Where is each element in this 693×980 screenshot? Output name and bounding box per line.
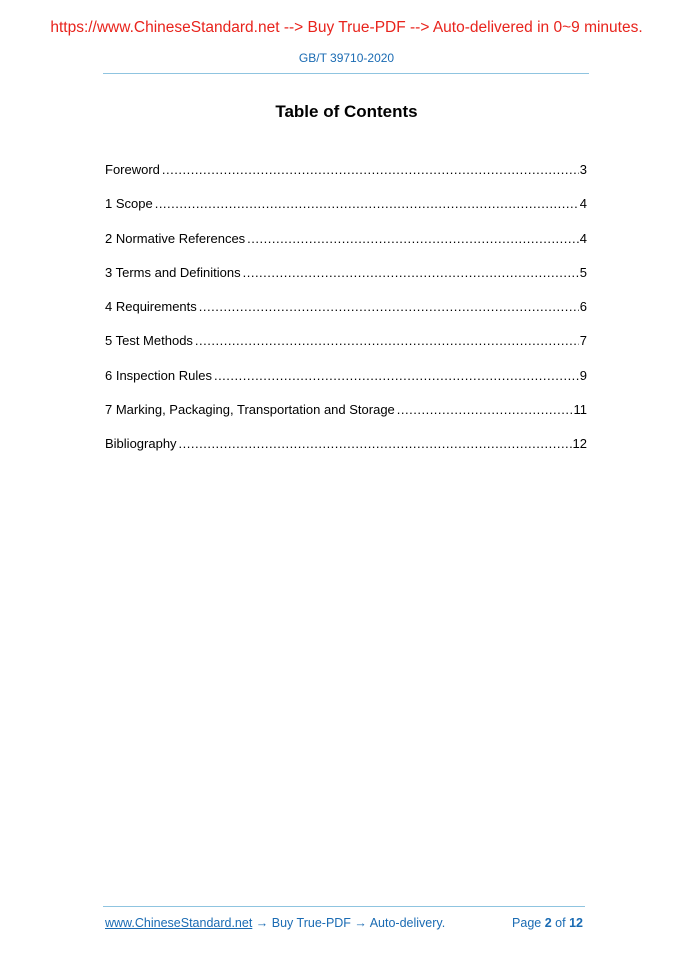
toc-leader-dots [155,193,579,215]
toc-entry-normative-references[interactable] [105,228,587,262]
toc-entry-label: Bibliography [105,436,177,452]
footer-site-link[interactable]: www.ChineseStandard.net [105,916,253,930]
table-of-contents [105,159,587,468]
toc-entry-label: 4 Requirements [105,299,197,315]
toc-entry-foreword[interactable] [105,159,587,193]
toc-entry-page: 12 [572,436,587,452]
toc-entry-label: 5 Test Methods [105,333,193,349]
toc-entry-label: 6 Inspection Rules [105,367,212,383]
toc-leader-dots [179,433,572,455]
toc-entry-marking-packaging[interactable] [105,399,587,433]
toc-entry-label: 3 Terms and Definitions [105,264,241,280]
toc-entry-label: 1 Scope [105,196,153,212]
toc-entry-label: Foreword [105,162,160,177]
toc-entry-inspection-rules[interactable] [105,365,587,399]
promo-banner[interactable]: https://www.ChineseStandard.net --> Buy True-PDF --> Auto-delivered in 0~9 minutes. [50,19,643,36]
footer-divider [103,906,585,907]
toc-leader-dots [247,228,579,250]
toc-entry-label: 2 Normative References [105,230,246,246]
toc-entry-page: 4 [579,196,587,212]
toc-entry-test-methods[interactable] [105,330,587,364]
total-page-count: 12 [569,916,583,930]
toc-leader-dots [199,296,579,318]
toc-entry-page: 3 [579,162,587,177]
header-divider [103,73,589,74]
toc-leader-dots [397,399,573,421]
toc-leader-dots [214,365,579,387]
toc-leader-dots [195,330,579,352]
toc-entry-page: 11 [573,402,587,418]
footer-tagline: → Buy True-PDF → Auto-delivery. [252,916,446,930]
toc-entry-page: 4 [579,230,587,246]
toc-entry-label: 7 Marking, Packaging, Transportation and Storage [105,402,395,418]
page-indicator [512,916,583,930]
page-footer [105,916,585,930]
toc-entry-page: 5 [579,264,587,280]
toc-entry-requirements[interactable] [105,296,587,330]
page-word: Page [512,916,542,930]
current-page-number: 2 [544,916,552,930]
toc-title: Table of Contents [275,102,418,121]
toc-entry-terms-and-definitions[interactable] [105,262,587,296]
toc-entry-page: 7 [579,333,587,349]
toc-entry-bibliography[interactable] [105,433,587,467]
toc-leader-dots [243,262,579,284]
toc-entry-scope[interactable] [105,193,587,227]
toc-entry-page: 9 [579,367,587,383]
document-code: GB/T 39710-2020 [298,51,395,65]
toc-entry-page: 6 [579,299,587,315]
toc-leader-dots [162,159,579,181]
of-word: of [555,916,566,930]
